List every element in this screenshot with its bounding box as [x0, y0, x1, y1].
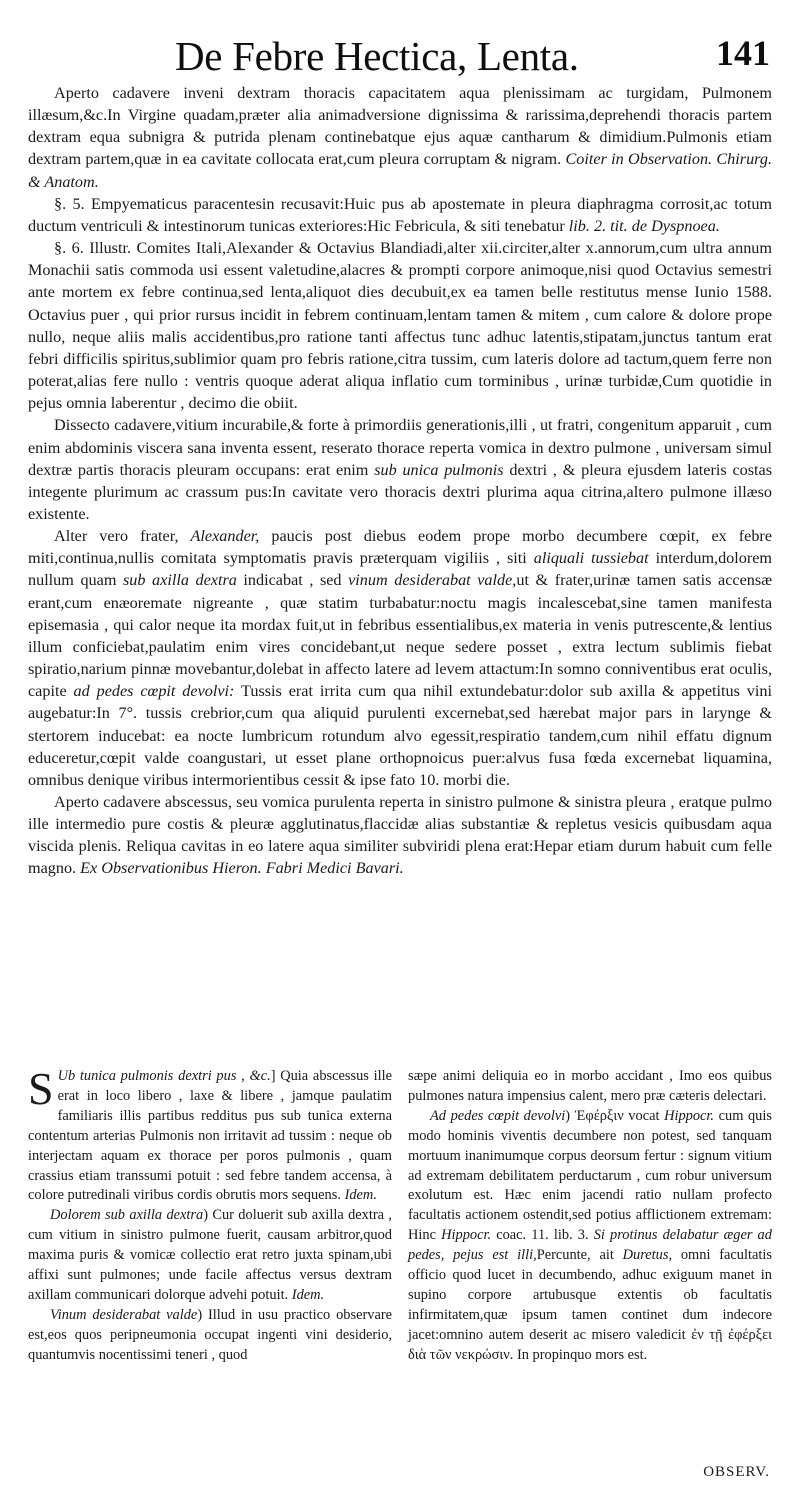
paragraph-autopsy: Aperto cadavere abscessus, seu vomica purulenta reperta in sinistro pulmone & sinistra pleura , eratque pulmo ille intermedio pure costis & pleuræ agglutinatus,flaccidæ alias substantiæ & repletus vesicis quibusdam aqua viscida plenis. Reliqua cavitas in eo latere aqua similiter subviridi plena erat:Hepar etiam durum habuit cum felle magno. Ex Observationibus Hieron. Fabri Medici Bavari.	[28, 793, 772, 878]
page-number: 141	[716, 33, 770, 73]
commentary-note: S Ub tunica pulmonis dextri pus , &c.] Quia abscessus ille erat in loco libero , laxe & libere , jamque paulatim familiaris illis partibus redditus pus sub tunica externa contentum arterias Pulmonis non irritavit ad tussim : neque ob interjectam aquam ex thorace per poros pulmonis , quam crassius etiam transsumi potuit : sed febre tandem accensa, à colore putredinali viribus cordis obrutis mors sequens. Idem.	[28, 1063, 392, 1204]
paragraph-dissection: Dissecto cadavere,vitium incurabile,& forte à primordiis generationis,illi , ut fratri, congenitum apparuit , cum enim abdominis viscera sana inventa essent, reserato thorace reperta vomica in dextro pulmone , universam simul dextræ partis thoracis pleuram occupans: erat enim sub unica pulmonis dextri , & pleura ejusdem lateris costas integente plurimum ac crassum pus:In cavitate vero thoracis dextri plurima aqua citrina,altero pulmone illæso existente.	[28, 416, 773, 523]
drop-cap: S	[28, 1063, 54, 1114]
commentary-left-column	[28, 1063, 393, 1366]
catchword: OBSERV.	[703, 1464, 770, 1480]
commentary-note: Ad pedes cœpit devolvi) Ἐφέρξιν vocat Hippocr. cum quis modo hominis viventis decumbere non potest, sed tanquam mortuum inanimumque corpus deorsum fertur : signum vitium ad extremam debilitatem perductarum , cum robur universum exolutum est. Hæc enim jacendi ratio nullam profecto facultatis actionem ostendit,sed potius afflictionem extremam: Hinc Hippocr. coac. 11. lib. 3. Si protinus delabatur æger ad pedes, pejus est illi,Percunte, ait Duretus, omni facultatis officio quod lucet in decumbendo, adhuc exiguum manet in supino corpore artubusque extentis ob facultatis infirmitatem,quæ ipsum tamen continet dum indecore jacet:omnino autem deserit ac misero valedicit ἐν τῇ ἐφέρξει διὰ τῶν νεκρώσιν. In propinquo mors est.	[408, 1107, 772, 1363]
commentary-note: sæpe animi deliquia eo in morbo accidant , Imo eos quibus pulmones natura impensius calent, mero præ cæteris delectari.	[408, 1068, 772, 1104]
commentary-note: Dolorem sub axilla dextra) Cur doluerit sub axilla dextra , cum vitium in sinistro pulmone fuerit, causam arbitror,quod maxima puris & vomicæ collectio erat retro juxta spinam,ubi affixi sunt pulmones; unde facile affectus versus dextram axillam communicari dolorque advehi potuit. Idem.	[28, 1207, 392, 1303]
main-text	[28, 82, 772, 880]
paragraph-section-6: §. 6. Illustr. Comites Itali,Alexander & Octavius Blandiadi,alter xii.circiter,alter x.annorum,cum ultra annum Monachii satis commoda usi essent valetudine,alacres & prompti corpore animoque,nisi quod Octavius semestri ante mortem ex febre continua,sed lenta,aliquot dies decubuit,ex ea tamen belle restitutus mense Iunio 1588. Octavius puer , qui prior rursus incidit in febrem continuam,lentam tamen & mitem , cum calore & dolore prope nullo, neque aliis malis accidentibus,pro ratione tanti affectus tunc adhuc latentis,stipatam,junctus tantum erat febri difficilis spiritus,sublimior quam pro febris ratione,citra tussim, cum lateris dolore ad tactum,quem ferre non poterat,alias fere nullo : ventris quoque aderat aliqua inflatio cum torminibus , urinæ turbidæ,Cum quotidie in pejus omnia laberentur , decimo die obiit.	[28, 239, 772, 413]
citation: Coiter in Observation. Chirurg. & Anatom.	[28, 150, 773, 191]
citation: Ex Observationibus Hieron. Fabri Medici Bavari.	[80, 859, 404, 878]
greek-phrase: ἐν τῇ ἐφέρξει διὰ τῶν νεκρώσιν.	[408, 1326, 772, 1363]
paragraph-section-5: §. 5. Empyematicus paracentesin recusavit:Huic pus ab apostemate in pleura diaphragma corrosit,ac totum ductum ventriculi & intestinorum tunicas exteriores:Hic Febricula, & siti tenebatur lib. 2. tit. de Dyspnoea.	[28, 194, 772, 235]
paragraph-alexander: Alter vero frater, Alexander, paucis post diebus eodem prope morbo decumbere cœpit, ex febre miti,continua,nullis comitata symptomatis pravis præterquam vigiliis , siti aliquali tussiebat interdum,dolorem nullum quam sub axilla dextra indicabat , sed vinum desiderabat valde,ut & frater,urinæ tamen satis accensæ erant,cum enæoremate nigreante , quæ statim turbabatur:noctu magis incalescebat,sine tamen manifesta episemasia , qui calor neque ita mordax fuit,ut in febribus essentialibus,ex materia in venis putrescente,& lentius illum conficiebat,paulatim enim vires concidebant,ut neque sedere posset , extra lectum sublimis fiebat spiratio,narium pinnæ movebantur,dolebat in affecto latere ad levem attactum:In somno conniventibus erat oculis, capite ad pedes cœpit devolvi: Tussis erat irrita cum qua nihil extundebatur:dolor sub axilla & appetitus vini augebatur:In 7°. tussis crebrior,cum qua aliquid purulenti excernebat,sed hærebat major pars in larynge & stertorem inducebat: ea nocte lumbricum rotundum alvo egessit,respiratio tandem,cum nihil effatu dignum educeretur,cœpit valde coangustari, ut esset plane orthopnoicus puer:alvus fusa fœda excernebat liquamina, omnibus denique viribus intermorientibus cessit & ipse fato 10. morbi die.	[28, 527, 773, 789]
citation: lib. 2. tit. de Dyspnoea.	[568, 216, 720, 235]
paragraph-1: Aperto cadavere inveni dextram thoracis capacitatem aqua plenissimam ac turgidam, Pulmonem illæsum,&c.In Virgine quadam,præter alia animadversione dignissima & rarissima,deprehendi thoracis partem dextram equa subnigra & putrida plenam continebatque ejus aquæ cantharum & dimidium.Pulmonis etiam dextram partem,quæ in ea cavitate collocata erat,cum pleura corruptam & nigram. Coiter in Observation. Chirurg. & Anatom.	[28, 84, 773, 191]
commentary-right-column	[408, 1067, 772, 1366]
commentary-note: Vinum desiderabat valde) Illud in usu practico observare est,eos quos peripneumonia occupat ingenti vini desiderio, quantumvis nocentissimi teneri , quod	[28, 1306, 393, 1363]
running-title: De Febre Hectica, Lenta.	[175, 33, 579, 79]
